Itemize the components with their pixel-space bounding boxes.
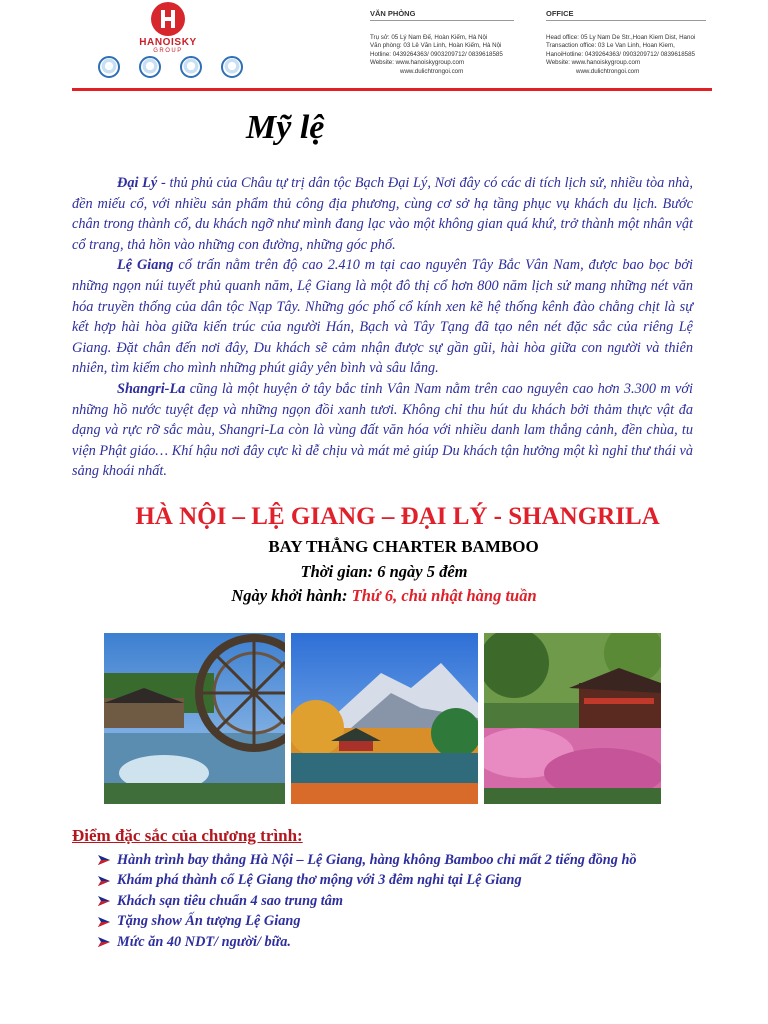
- office-vn-info: [370, 34, 503, 76]
- office-vn-line: Trụ sở: 05 Lý Nam Đế, Hoàn Kiếm, Hà Nội: [370, 34, 488, 41]
- badge-icon: [139, 56, 161, 78]
- arrow-bullet-icon: [95, 874, 113, 888]
- highlight-text: Tặng show Ấn tượng Lệ Giang: [117, 913, 301, 930]
- office-en-rule: [546, 20, 706, 21]
- departure-label: Ngày khởi hành:: [231, 586, 352, 605]
- place-name: Lệ Giang: [117, 257, 174, 274]
- intro-text: [72, 173, 693, 482]
- arrow-bullet-icon: [95, 935, 113, 949]
- office-en-info: [546, 34, 695, 76]
- logo-mark: [151, 2, 185, 36]
- badge-3: [180, 56, 202, 78]
- badge-1: [98, 56, 120, 78]
- office-en-line: www.dulichtrongoi.com: [576, 67, 640, 75]
- highlight-text: Mức ăn 40 NDT/ người/ bữa.: [117, 933, 291, 950]
- arrow-bullet-icon: [95, 894, 113, 908]
- certification-badges: [98, 56, 243, 78]
- highlight-item: [95, 891, 637, 912]
- arrow-bullet-icon: [95, 853, 113, 867]
- arrow-bullet-icon: [95, 915, 113, 929]
- highlights-title: Điểm đặc sắc của chương trình:: [72, 826, 303, 845]
- company-logo: [128, 2, 208, 54]
- tour-departure: [0, 586, 768, 606]
- office-vn-line: Hotline: 0439264363/ 0903209712/ 0839618585: [370, 50, 503, 58]
- tour-duration: Thời gian: 6 ngày 5 đêm: [300, 562, 468, 581]
- intro-paragraph-dai-ly: [72, 173, 693, 255]
- highlight-text: Khách sạn tiêu chuẩn 4 sao trung tâm: [117, 892, 344, 909]
- page-title: Mỹ lệ: [246, 109, 325, 146]
- office-en-line: HanoiHotline: 0439264363/ 0903209712/ 0839618585: [546, 50, 695, 58]
- tour-title: HÀ NỘI – LỆ GIANG – ĐẠI LÝ - SHANGRILA: [135, 503, 660, 530]
- photo-lijiang-waterwheel: [104, 633, 285, 804]
- place-name: Đại Lý: [117, 175, 158, 191]
- departure-value: Thứ 6, chủ nhật hàng tuần: [351, 586, 537, 605]
- office-en-title: OFFICE: [546, 9, 574, 18]
- photo-old-town-canal: [484, 633, 661, 804]
- header-divider: [72, 88, 712, 91]
- highlight-item: [95, 850, 637, 871]
- intro-paragraph-le-giang: [72, 255, 693, 379]
- office-en-line: Transaction office: 03 Le Van Linh, Hoan Kiem,: [546, 42, 675, 50]
- office-en-line: Website: www.hanoiskygroup.com: [546, 59, 641, 67]
- badge-icon: [221, 56, 243, 78]
- office-vn-title: VĂN PHÒNG: [370, 9, 416, 18]
- highlights-list: [95, 850, 637, 953]
- paragraph-text: - thủ phủ của Châu tự trị dân tộc Bạch Đại Lý, Nơi đây có các di tích lịch sử, nhiều tòa nhà, đền miếu cổ, với nhiều sản phẩm thủ công địa phương, cùng cơ sở hạ tầng phục vụ khách du lịch. Bước chân trong thành cổ, du khách ngỡ như mình đang lạc vào một không gian quá khứ, trở thành một nhân vật cổ trang, thả hồn vào những con đường, những góc phố.: [72, 175, 693, 253]
- logo-group: GROUP: [153, 48, 183, 54]
- office-vn-line: Website: www.hanoiskygroup.com: [370, 59, 465, 67]
- highlight-text: Hành trình bay thẳng Hà Nội – Lệ Giang, hàng không Bamboo chỉ mất 2 tiếng đồng hồ: [117, 851, 637, 868]
- paragraph-text: cổ trấn nằm trên độ cao 2.410 m tại cao nguyên Tây Bắc Vân Nam, được bao bọc bởi những ngọn núi tuyết phủ quanh năm, Lệ Giang là một đô thị cổ hơn 800 năm lịch sử mang những nét văn hóa truyền thống của dân tộc Nạp Tây. Những góc phố cổ kính xen kẽ hệ thống kênh đào chằng chịt là sự kết hợp hài hòa giữa kiến trúc của người Hán, Bạch và Tây Tạng đã tạo nên nét đặc sắc của riêng Lệ Giang. Đặt chân đến nơi đây, Du khách sẽ cảm nhận được sự gần gũi, hài hòa giữa con người và thiên nhiên, tìm kiếm cho mình những phút giây yên bình và sâu lắng.: [72, 257, 694, 377]
- highlight-item: [95, 912, 637, 933]
- intro-paragraph-shangri-la: [72, 379, 693, 482]
- badge-icon: [180, 56, 202, 78]
- office-vn-line: Văn phòng: 03 Lê Văn Linh, Hoàn Kiếm, Hà Nội: [370, 42, 502, 50]
- photo-jade-dragon-mountain: [291, 633, 478, 804]
- badge-2: [139, 56, 161, 78]
- office-en-line: Head office: 05 Ly Nam De Str.,Hoan Kiem Dist, Hanoi: [546, 34, 696, 41]
- highlight-item: [95, 871, 637, 892]
- badge-4: [221, 56, 243, 78]
- office-vn-rule: [370, 20, 514, 21]
- logo-name: HANOISKY: [139, 37, 197, 48]
- office-vn-line: www.dulichtrongoi.com: [400, 67, 464, 75]
- paragraph-text: cũng là một huyện ở tây bắc tỉnh Vân Nam nằm trên cao nguyên cao hơn 3.300 m với những hồ nước tuyệt đẹp và những ngọn đồi xanh tươi. Không chỉ thu hút du khách bởi thảm thực vật đa dạng và rực rỡ sắc màu, Shangri-La còn là vùng đất văn hóa với nhiều danh lam thắng cảnh, đền chùa, tu viện Phật giáo… Khí hậu nơi đây cực kì dễ chịu và mát mẻ giúp Du khách tận hưởng một kì nghỉ thư thái và sảng khoái nhất.: [72, 380, 693, 480]
- highlight-item: [95, 932, 637, 953]
- highlight-text: Khám phá thành cổ Lệ Giang thơ mộng với 3 đêm nghỉ tại Lệ Giang: [117, 872, 522, 889]
- badge-icon: [98, 56, 120, 78]
- place-name: Shangri-La: [117, 380, 186, 397]
- tour-subtitle: BAY THẲNG CHARTER BAMBOO: [268, 537, 539, 556]
